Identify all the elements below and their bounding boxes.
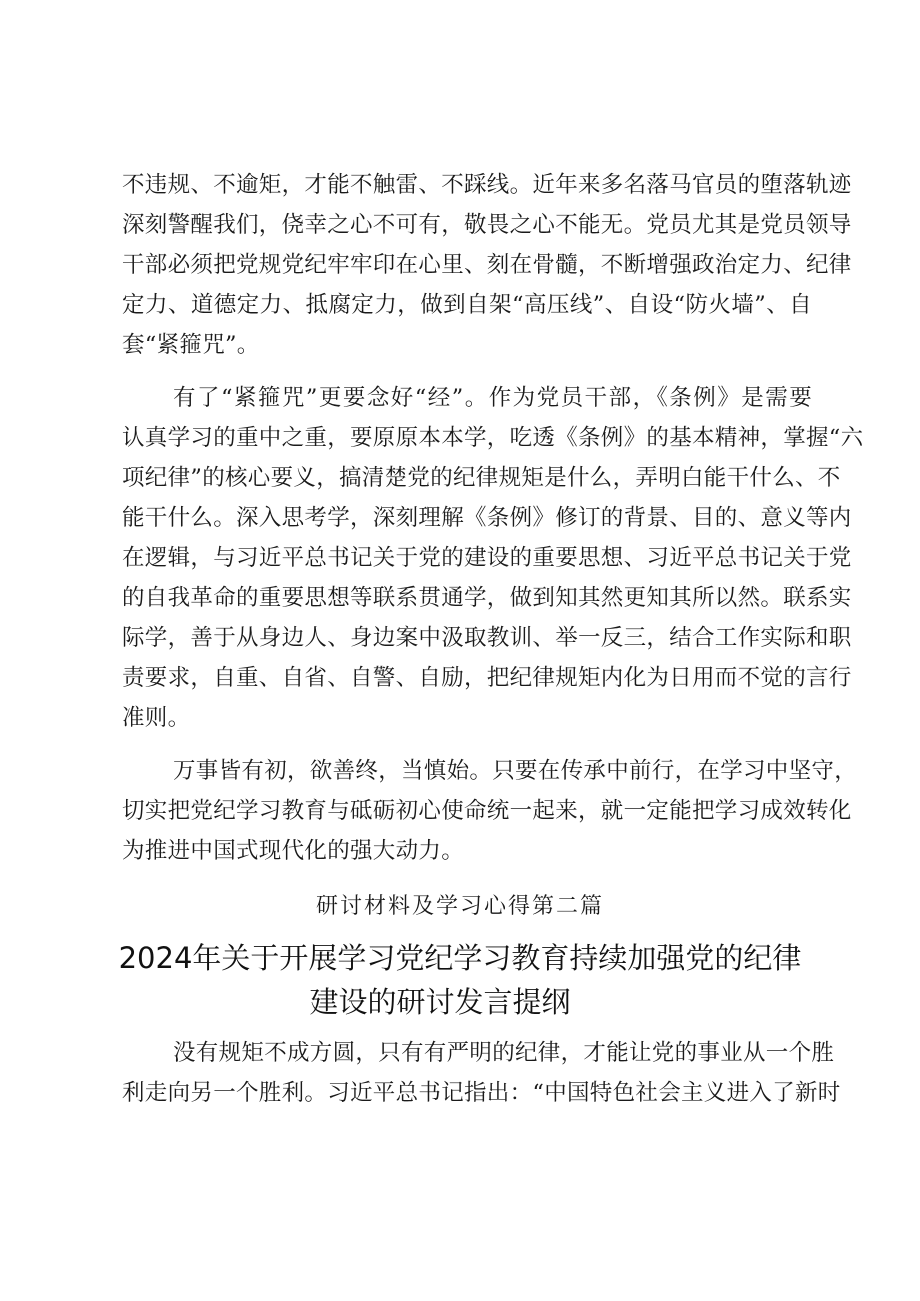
paragraph-2-line-9: 准则。 <box>122 705 191 731</box>
paragraph-2-line-2: 认真学习的重中之重，要原原本本学，吃透《条例》的基本精神，掌握“六 <box>122 425 864 451</box>
paragraph-1-line-3: 干部必须把党规党纪牢牢印在心里、刻在骨髓，不断增强政治定力、纪律 <box>122 252 852 278</box>
intro-line-1: 没有规矩不成方圆，只有有严明的纪律，才能让党的事业从一个胜 <box>173 1040 835 1066</box>
heading-line-2: 建设的研讨发言提纲 <box>309 985 571 1019</box>
paragraph-2-line-4: 能干什么。深入思考学，深刻理解《条例》修订的背景、目的、意义等内 <box>122 505 852 531</box>
section-title: 研讨材料及学习心得第二篇 <box>315 894 604 919</box>
paragraph-2-line-7: 际学，善于从身边人、身边案中汲取教训、举一反三，结合工作实际和职 <box>122 625 852 651</box>
paragraph-3-line-2: 切实把党纪学习教育与砥砺初心使命统一起来，就一定能把学习成效转化 <box>122 798 852 824</box>
paragraph-1-line-1: 不违规、不逾矩，才能不触雷、不踩线。近年来多名落马官员的堕落轨迹 <box>122 172 852 198</box>
paragraph-3-line-1: 万事皆有初，欲善终，当慎始。只要在传承中前行，在学习中坚守， <box>173 758 858 784</box>
paragraph-2-line-1: 有了“紧箍咒”更要念好“经”。作为党员干部，《条例》是需要 <box>173 385 812 411</box>
paragraph-1-line-2: 深刻警醒我们，侥幸之心不可有，敬畏之心不能无。党员尤其是党员领导 <box>122 212 852 238</box>
paragraph-2-line-3: 项纪律”的核心要义，搞清楚党的纪律规矩是什么，弄明白能干什么、不 <box>122 465 841 491</box>
paragraph-2-line-6: 的自我革命的重要思想等联系贯通学，做到知其然更知其所以然。联系实 <box>122 585 852 611</box>
intro-line-2: 利走向另一个胜利。习近平总书记指出：“中国特色社会主义进入了新时 <box>122 1080 841 1106</box>
paragraph-2-line-8: 责要求，自重、自省、自警、自励，把纪律规矩内化为日用而不觉的言行 <box>122 665 852 691</box>
paragraph-1-line-4: 定力、道德定力、抵腐定力，做到自架“高压线”、自设“防火墙”、自 <box>122 292 812 318</box>
paragraph-1-line-5: 套“紧箍咒”。 <box>122 332 260 358</box>
paragraph-3-line-3: 为推进中国式现代化的强大动力。 <box>122 838 465 864</box>
heading-line-1: 2024年关于开展学习党纪学习教育持续加强党的纪律 <box>118 941 802 975</box>
paragraph-2-line-5: 在逻辑，与习近平总书记关于党的建设的重要思想、习近平总书记关于党 <box>122 545 852 571</box>
